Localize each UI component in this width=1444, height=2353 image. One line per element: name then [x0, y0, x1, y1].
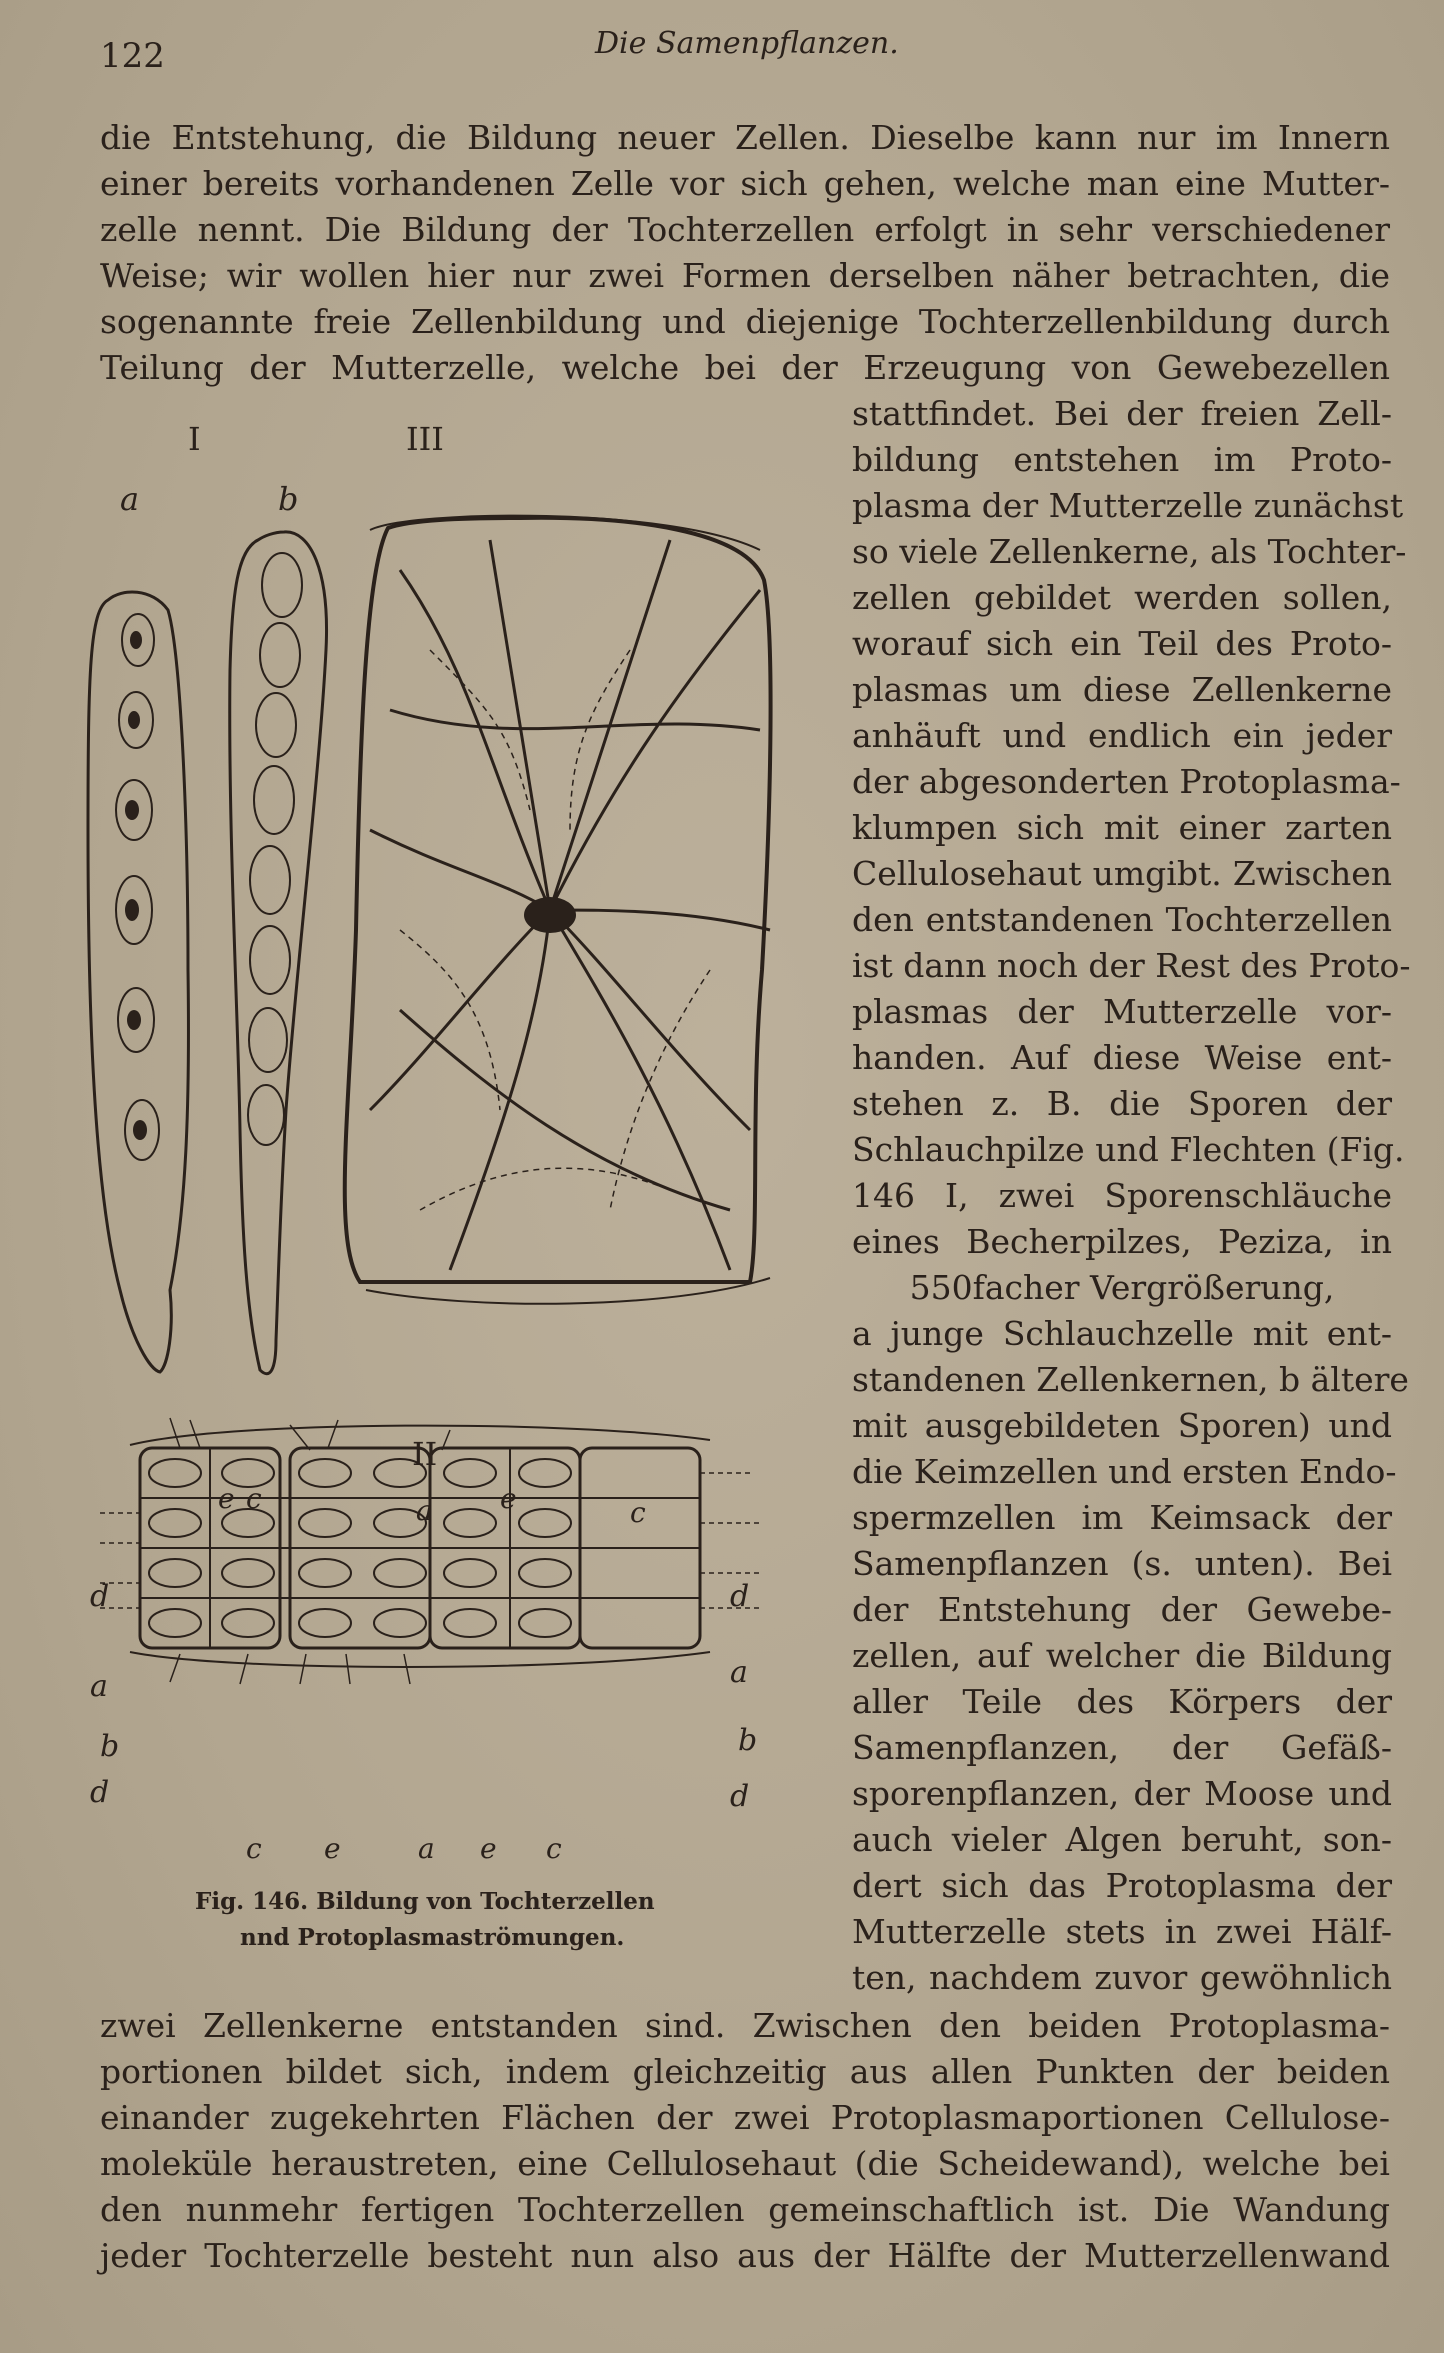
text-line: 550facher Vergrößerung, [909, 1268, 1335, 1307]
figure-label-c: c [630, 1496, 646, 1529]
figure-label-e: e [500, 1482, 517, 1515]
figure-label-a: a [418, 1832, 435, 1865]
figure-label-a: a [730, 1655, 748, 1690]
figure-label-b: b [100, 1729, 120, 1764]
text-line: ten, nachdem zuvor gewöhnlich [852, 1958, 1392, 1997]
running-title: Die Samenpflanzen. [595, 26, 899, 61]
text-line: spermzellen im Keimsack der [852, 1498, 1392, 1537]
text-line: einer bereits vorhandenen Zelle vor sich gehen, welche man eine Mutter- [100, 164, 1390, 203]
text-line: mit ausgebildeten Sporen) und [852, 1406, 1392, 1445]
text-line: der Entstehung der Gewebe- [852, 1590, 1392, 1629]
figure-label-d: d [90, 1775, 110, 1810]
text-line: bildung entstehen im Proto- [852, 440, 1392, 479]
figure-label-e: e [480, 1832, 497, 1865]
figure-caption-line-1: Fig. 146. Bildung von Tochterzellen [195, 1888, 655, 1915]
text-line: auch vieler Algen beruht, son- [852, 1820, 1392, 1859]
ascus-b-drawing [230, 532, 327, 1374]
text-line: portionen bildet sich, indem gleichzeitig aus allen Punkten der beiden [100, 2052, 1390, 2091]
text-line: jeder Tochterzelle besteht nun also aus der Hälfte der Mutterzellenwand [100, 2236, 1390, 2275]
text-line: plasmas um diese Zellenkerne [852, 670, 1392, 709]
text-line: der abgesonderten Protoplasma- [852, 762, 1401, 801]
text-line: die Entstehung, die Bildung neuer Zellen. Dieselbe kann nur im Innern [100, 118, 1390, 157]
text-line: den entstandenen Tochterzellen [852, 900, 1392, 939]
text-line: ist dann noch der Rest des Proto- [852, 946, 1411, 985]
figure-146 [70, 410, 840, 1980]
text-line: worauf sich ein Teil des Proto- [852, 624, 1392, 663]
text-line: Samenpflanzen, der Gefäß- [852, 1728, 1392, 1767]
text-line: handen. Auf diese Weise ent- [852, 1038, 1392, 1077]
figure-label-c: c [246, 1832, 262, 1865]
figure-label-e: e [218, 1482, 235, 1515]
page-header [100, 20, 1400, 80]
text-line: stattfindet. Bei der freien Zell- [852, 394, 1392, 433]
text-line: zelle nennt. Die Bildung der Tochterzellen erfolgt in sehr verschiedener [100, 210, 1390, 249]
text-line: die Keimzellen und ersten Endo- [852, 1452, 1397, 1491]
text-line: aller Teile des Körpers der [852, 1682, 1392, 1721]
protoplasm-cell-drawing [345, 516, 771, 1304]
text-line: sogenannte freie Zellenbildung und diejenige Tochterzellenbildung durch [100, 302, 1390, 341]
figure-illustration [70, 410, 840, 1980]
figure-caption-line-2: nnd Protoplasmaströmungen. [240, 1924, 625, 1951]
text-line: klumpen sich mit einer zarten [852, 808, 1392, 847]
text-line: stehen z. B. die Sporen der [852, 1084, 1392, 1123]
text-line: sporenpflanzen, der Moose und [852, 1774, 1392, 1813]
text-line: einander zugekehrten Flächen der zwei Protoplasmaportionen Cellulose- [100, 2098, 1390, 2137]
figure-label-e: e [324, 1832, 341, 1865]
text-line: zellen gebildet werden sollen, [852, 578, 1392, 617]
figure-label-I: I [188, 420, 201, 458]
figure-label-b: b [738, 1723, 758, 1758]
text-line: moleküle heraustreten, eine Cellulosehaut (die Scheidewand), welche bei [100, 2144, 1390, 2183]
text-line: Weise; wir wollen hier nur zwei Formen derselben näher betrachten, die [100, 256, 1390, 295]
figure-label-II: II [412, 1435, 438, 1473]
text-line: standenen Zellenkernen, b ältere [852, 1360, 1409, 1399]
figure-label-c: c [246, 1482, 262, 1515]
text-line: eines Becherpilzes, Peziza, in [852, 1222, 1392, 1261]
text-line: Schlauchpilze und Flechten (Fig. [852, 1130, 1405, 1169]
figure-label-a: a [90, 1669, 108, 1704]
text-line: 146 I, zwei Sporenschläuche [852, 1176, 1392, 1215]
text-line: so viele Zellenkerne, als Tochter- [852, 532, 1407, 571]
text-line: Mutterzelle stets in zwei Hälf- [852, 1912, 1392, 1951]
figure-label-d: d [730, 1579, 750, 1614]
figure-label-III: III [406, 420, 444, 458]
text-line: Samenpflanzen (s. unten). Bei [852, 1544, 1392, 1583]
text-line: Teilung der Mutterzelle, welche bei der Erzeugung von Gewebezellen [100, 348, 1390, 387]
text-line: plasmas der Mutterzelle vor- [852, 992, 1392, 1031]
text-line: zellen, auf welcher die Bildung [852, 1636, 1392, 1675]
page-number: 122 [100, 36, 165, 76]
figure-label-b: b [278, 480, 299, 518]
figure-label-a: a [120, 480, 140, 518]
figure-label-a: a [416, 1494, 433, 1527]
text-line: plasma der Mutterzelle zunächst [852, 486, 1404, 525]
figure-label-c: c [546, 1832, 562, 1865]
figure-label-d: d [90, 1579, 110, 1614]
ascus-a-drawing [88, 592, 188, 1372]
text-line: a junge Schlauchzelle mit ent- [852, 1314, 1392, 1353]
text-line: Cellulosehaut umgibt. Zwischen [852, 854, 1392, 893]
text-line: zwei Zellenkerne entstanden sind. Zwischen den beiden Protoplasma- [100, 2006, 1390, 2045]
figure-label-d: d [730, 1779, 750, 1814]
text-line: anhäuft und endlich ein jeder [852, 716, 1392, 755]
text-line: den nunmehr fertigen Tochterzellen gemeinschaftlich ist. Die Wandung [100, 2190, 1390, 2229]
text-line: dert sich das Protoplasma der [852, 1866, 1392, 1905]
